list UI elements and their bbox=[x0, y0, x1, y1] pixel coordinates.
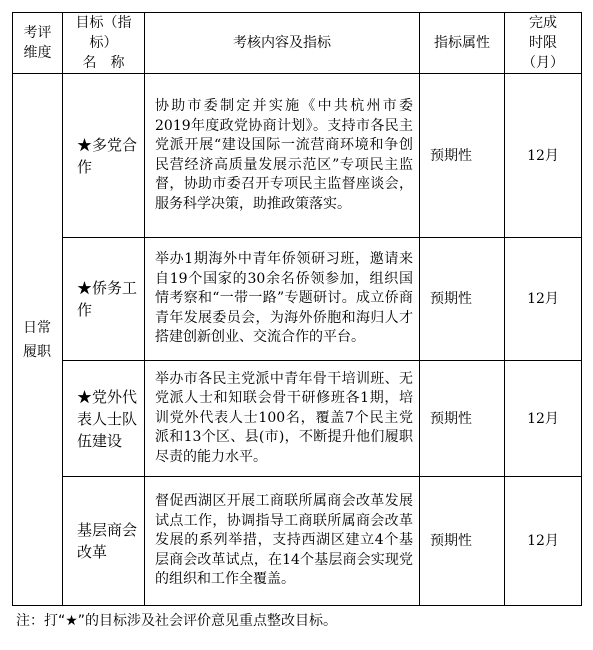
attribute-cell: 预期性 bbox=[420, 238, 505, 361]
header-target: 目标（指 标） 名 称 bbox=[63, 13, 145, 74]
header-deadline: 完成 时限 （月） bbox=[505, 13, 582, 74]
deadline-cell: 12月 bbox=[505, 238, 582, 361]
deadline-cell: 12月 bbox=[505, 477, 582, 606]
table-row bbox=[13, 477, 582, 606]
table-row bbox=[13, 74, 582, 238]
deadline-cell: 12月 bbox=[505, 361, 582, 477]
deadline-cell: 12月 bbox=[505, 74, 582, 238]
content-cell: 举办1期海外中青年侨领研习班，邀请来自19个国家的30余名侨领参加，组织国情考察和“一带一路”专题研讨。成立侨商青年发展委员会，为海外侨胞和海归人才搭建创新创业、交流合作的平台。 bbox=[145, 238, 420, 361]
target-cell: ★党外代表人士队伍建设 bbox=[63, 361, 145, 477]
target-cell: 基层商会改革 bbox=[63, 477, 145, 606]
content-cell: 协助市委制定并实施《中共杭州市委2019年度政党协商计划》。支持市各民主党派开展“建设国际一流营商环境和争创民营经济高质量发展示范区”专项民主监督，协助市委召开专项民主监督座谈会，服务科学决策，助推政策落实。 bbox=[145, 74, 420, 238]
header-attribute: 指标属性 bbox=[420, 13, 505, 74]
table-row bbox=[13, 361, 582, 477]
attribute-cell: 预期性 bbox=[420, 477, 505, 606]
target-cell: ★多党合作 bbox=[63, 74, 145, 238]
assessment-table bbox=[12, 12, 582, 606]
header-content: 考核内容及指标 bbox=[145, 13, 420, 74]
table-row bbox=[13, 238, 582, 361]
content-cell: 举办市各民主党派中青年骨干培训班、无党派人士和知联会骨干研修班各1期，培训党外代表人士100名，覆盖7个民主党派和13个区、县(市)，不断提升他们履职尽责的能力水平。 bbox=[145, 361, 420, 477]
attribute-cell: 预期性 bbox=[420, 361, 505, 477]
attribute-cell: 预期性 bbox=[420, 74, 505, 238]
footnote: 注：打“★”的目标涉及社会评价意见重点整改目标。 bbox=[16, 613, 338, 629]
header-dimension: 考评 维度 bbox=[13, 13, 63, 74]
dimension-cell: 日常 履职 bbox=[13, 74, 63, 606]
content-cell: 督促西湖区开展工商联所属商会改革发展试点工作，协调指导工商联所属商会改革发展的系列举措，支持西湖区建立4个基层商会改革试点，在14个基层商会实现党的组织和工作全覆盖。 bbox=[145, 477, 420, 606]
target-cell: ★侨务工作 bbox=[63, 238, 145, 361]
table-header-row bbox=[13, 13, 582, 74]
